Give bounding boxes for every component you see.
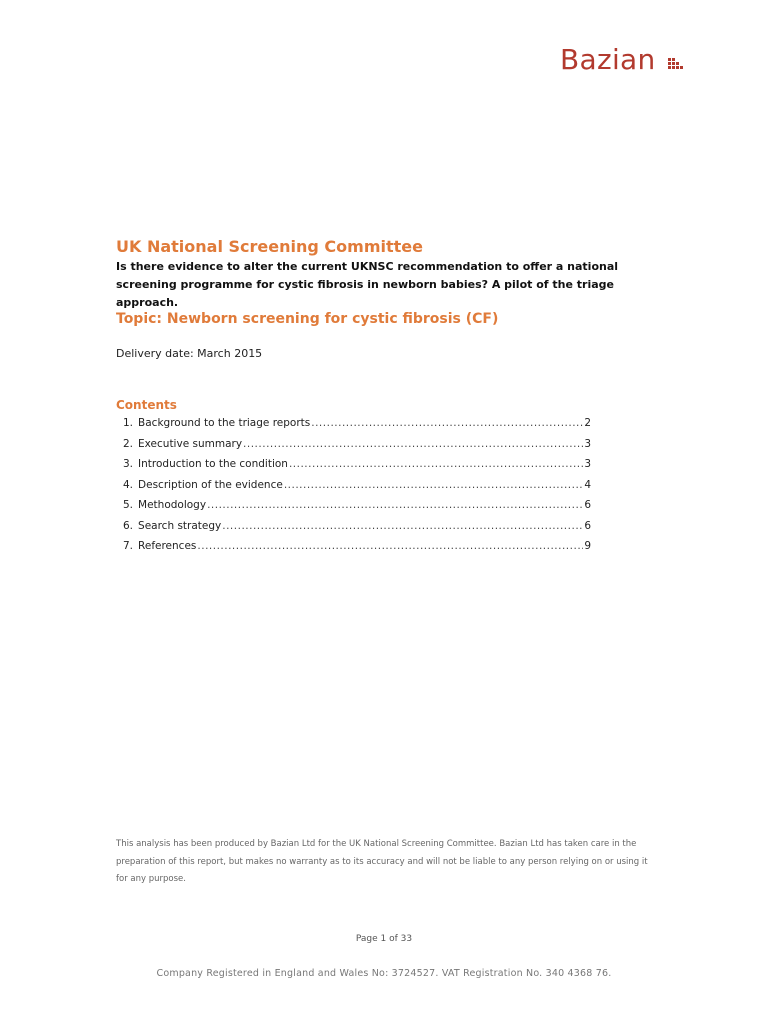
toc-dot-leader bbox=[207, 499, 583, 511]
toc-entry-label: Executive summary bbox=[138, 437, 243, 450]
page-number: Page 1 of 33 bbox=[355, 934, 413, 944]
toc-entry-page: 9 bbox=[584, 540, 591, 552]
toc-entry-number: 2. bbox=[123, 437, 134, 450]
toc-entry-page: 6 bbox=[584, 499, 591, 511]
bazian-logo bbox=[560, 40, 700, 80]
toc-entry-number: 6. bbox=[123, 519, 134, 532]
toc-entry[interactable] bbox=[123, 438, 591, 459]
toc-entry[interactable] bbox=[123, 458, 591, 479]
toc-dot-leader bbox=[289, 458, 583, 470]
company-registration: Company Registered in England and Wales No: 3724527. VAT Registration No. 340 4368 76. bbox=[156, 968, 612, 979]
document-title: UK National Screening Committee bbox=[116, 237, 423, 256]
topic-heading: Topic: Newborn screening for cystic fibrosis (CF) bbox=[116, 311, 499, 327]
toc-entry-label: Introduction to the condition bbox=[138, 458, 288, 470]
logo-dots-icon bbox=[668, 58, 686, 72]
toc-entry-number: 7. bbox=[123, 540, 134, 552]
toc-entry-page: 3 bbox=[584, 437, 591, 450]
toc-entry-label: References bbox=[138, 540, 197, 552]
toc-entry-page: 2 bbox=[584, 417, 591, 429]
toc-dot-leader bbox=[311, 417, 583, 429]
toc-entry-label: Background to the triage reports bbox=[138, 417, 311, 429]
toc-dot-leader bbox=[222, 520, 583, 532]
toc-entry-label: Search strategy bbox=[138, 519, 222, 532]
toc-entry-page: 3 bbox=[584, 458, 591, 470]
logo-wordmark: Bazian bbox=[560, 43, 656, 76]
toc-dot-leader bbox=[197, 540, 583, 552]
toc-entry[interactable] bbox=[123, 540, 591, 561]
toc-entry[interactable] bbox=[123, 499, 591, 520]
contents-heading: Contents bbox=[116, 398, 177, 412]
research-question: Is there evidence to alter the current UKNSC recommendation to offer a national screening programme for cystic fibrosis in newborn babies? A pilot of the triage approach. bbox=[116, 260, 619, 309]
toc-entry-number: 5. bbox=[123, 499, 134, 511]
toc-entry-number: 4. bbox=[123, 478, 134, 491]
toc-dot-leader bbox=[243, 438, 583, 450]
toc-entry-number: 1. bbox=[123, 417, 134, 429]
toc-entry[interactable] bbox=[123, 417, 591, 438]
disclaimer-text: This analysis has been produced by Bazian Ltd for the UK National Screening Committee. Bazian Ltd has taken care in the preparation of this report, but makes no warranty as to its accuracy and will not be liable to any person relying on or using it for any purpose. bbox=[116, 839, 648, 884]
toc-entry-page: 4 bbox=[584, 478, 591, 491]
toc-entry-number: 3. bbox=[123, 458, 134, 470]
toc-entry-label: Methodology bbox=[138, 499, 207, 511]
table-of-contents bbox=[123, 417, 591, 561]
toc-entry[interactable] bbox=[123, 479, 591, 500]
delivery-date: Delivery date: March 2015 bbox=[116, 347, 263, 360]
toc-dot-leader bbox=[284, 479, 584, 491]
toc-entry[interactable] bbox=[123, 520, 591, 541]
toc-entry-page: 6 bbox=[584, 519, 591, 532]
toc-entry-label: Description of the evidence bbox=[138, 478, 283, 491]
